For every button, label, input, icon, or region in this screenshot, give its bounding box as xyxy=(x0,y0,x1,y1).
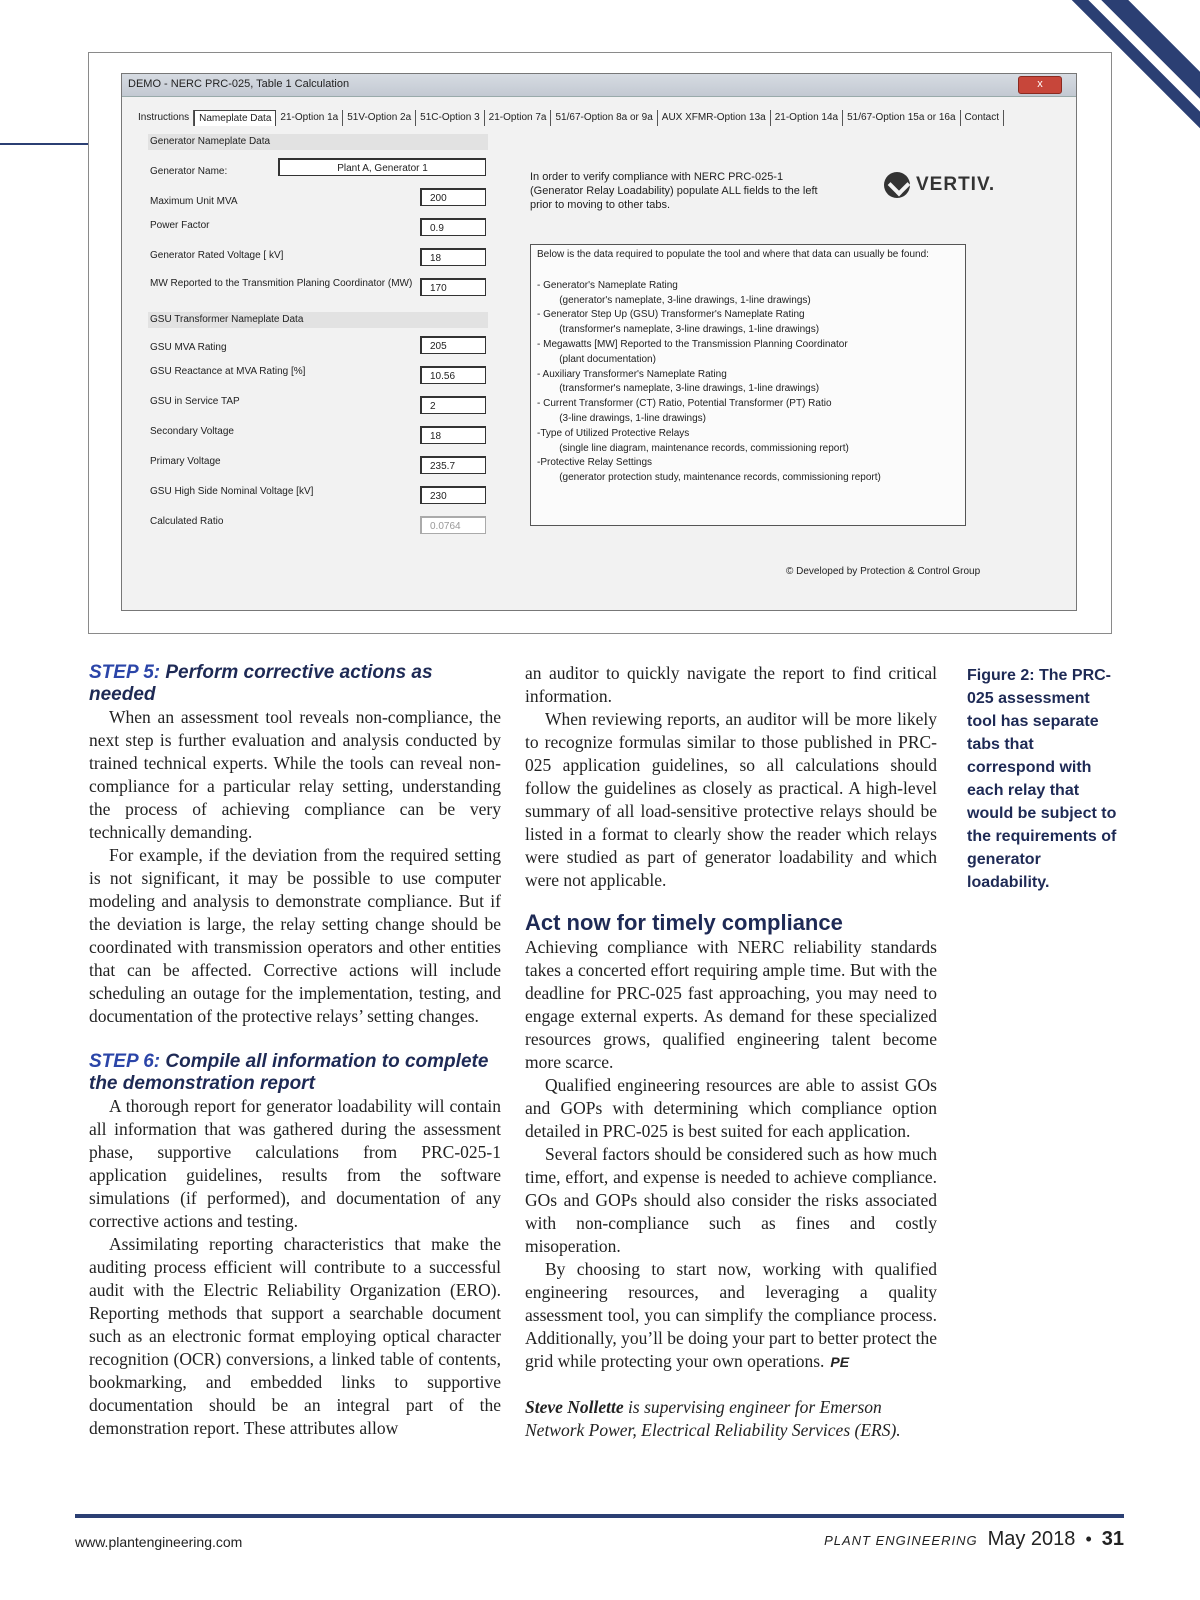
footer-rule xyxy=(75,1514,1124,1518)
paragraph: A thorough report for generator loadability will contain all information that was gathered during the assessment phase, supportive calculations from PRC-025-1 application guidelines, results from the software simulations (if performed), and documentation of any corrective actions and testing. xyxy=(89,1096,501,1231)
figure-screenshot xyxy=(88,52,1112,634)
close-button[interactable]: x xyxy=(1018,76,1062,94)
paragraph: Assimilating reporting characteristics that make the auditing process efficient will contribute to a successful audit with the Electric Reliability Organization (ERO). Reporting methods that support a searchable document such as an electronic format employing optical character recognition (OCR) conversions, a linked table of contents, bookmarking, and embedded links to supportive documentation should be an integral part of the demonstration report. These attributes allow xyxy=(89,1234,501,1438)
infobox-line: (transformer's nameplate, 3-line drawings, 1-line drawings) xyxy=(537,324,820,336)
infobox-line: - Megawatts [MW] Reported to the Transmission Planning Coordinator xyxy=(537,338,848,350)
section-heading: Act now for timely compliance xyxy=(525,910,843,935)
infobox-line: (plant documentation) xyxy=(537,353,656,365)
tool-window xyxy=(121,73,1077,611)
paragraph: For example, if the deviation from the required setting is not significant, it may be possible to use computer modeling and analysis to demonstrate compliance. But if the deviation is large, the relay setting change should be coordinated with transmission operators and other entities that can be affected. Corrective actions will include scheduling an outage for the implementation, testing, and documentation of the protective relays’ setting changes. xyxy=(89,845,501,1026)
paragraph: Achieving compliance with NERC reliability standards takes a concerted effort requiring ample time. But with the deadline for PRC-025 fast approaching, you may need to engage external experts. As demand for these specialized resources grows, qualified engineering talent become more scarce. xyxy=(525,937,937,1072)
infobox-line: - Current Transformer (CT) Ratio, Potential Transformer (PT) Ratio xyxy=(537,398,832,410)
article-column-2 xyxy=(525,662,937,1442)
footer-folio xyxy=(824,1528,1124,1551)
footer-date: May 2018 xyxy=(987,1528,1076,1550)
gsu-tap-field[interactable]: 2 xyxy=(420,396,486,414)
vertiv-logo-text: VERTIV. xyxy=(916,174,996,195)
vertiv-logo-mark-icon xyxy=(884,172,910,198)
field-label-gsu-reactance: GSU Reactance at MVA Rating [%] xyxy=(150,366,306,377)
tab-51v-option-2a[interactable]: 51V-Option 2a xyxy=(343,110,416,126)
max-mva-field[interactable]: 200 xyxy=(420,188,486,206)
compliance-notice: In order to verify compliance with NERC PRC-025-1 (Generator Relay Loadability) populate ALL fields to the left prior to moving to other tabs. xyxy=(530,171,818,211)
rated-voltage-field[interactable]: 18 xyxy=(420,248,486,266)
paragraph: When reviewing reports, an auditor will be more likely to recognize formulas similar to those published in PRC-025 application guidelines, so all calculations should follow the guidelines as closely as practical. A high-level summary of all load-sensitive protective relays should be listed in a format to clearly show the reader which relays were studied as part of generator loadability and which were not applicable. xyxy=(525,709,937,890)
mw-reported-field[interactable]: 170 xyxy=(420,278,486,296)
gsu-reactance-field[interactable]: 10.56 xyxy=(420,366,486,384)
footer-bullet: • xyxy=(1085,1529,1092,1549)
data-requirements-box xyxy=(530,244,966,526)
infobox-line: (3-line drawings, 1-line drawings) xyxy=(537,412,706,424)
figure-caption: Figure 2: The PRC-025 assessment tool has separate tabs that correspond with each relay that would be subject to the requirements of generator loadability. xyxy=(967,667,1117,891)
tab-contact[interactable]: Contact xyxy=(961,110,1004,126)
tab-21-option-7a[interactable]: 21-Option 7a xyxy=(485,110,552,126)
generator-section-header: Generator Nameplate Data xyxy=(148,134,488,150)
field-label-gsu-mva: GSU MVA Rating xyxy=(150,342,227,353)
paragraph: Several factors should be considered such as how much time, effort, and expense is needed to achieve compliance. GOs and GOPs should also consider the risks associated with non-compliance such as fines and costly misoperation. xyxy=(525,1144,937,1256)
page-number: 31 xyxy=(1101,1528,1124,1550)
paragraph xyxy=(525,1258,937,1374)
infobox-line: - Auxiliary Transformer's Nameplate Rating xyxy=(537,368,727,380)
tab-nameplate-data[interactable]: Nameplate Data xyxy=(194,110,276,126)
generator-name-label: Generator Name: xyxy=(150,166,228,177)
step6-heading xyxy=(89,1051,501,1095)
field-label-rated-voltage: Generator Rated Voltage [ kV] xyxy=(150,250,284,261)
tab-bar xyxy=(134,110,1066,126)
step6-title: Compile all information to complete the demonstration report xyxy=(89,1051,489,1094)
power-factor-field[interactable]: 0.9 xyxy=(420,218,486,236)
article-column-1 xyxy=(89,662,501,1440)
field-label-max-mva: Maximum Unit MVA xyxy=(150,196,238,207)
paragraph-text: By choosing to start now, working with qualified engineering resources, and leveraging a quality assessment tool, you can simplify the compliance process. Additionally, you’ll be doing your part to better protect the grid while protecting your own operations. xyxy=(525,1259,937,1371)
step5-title: Perform corrective actions as needed xyxy=(89,662,433,705)
step5-number: STEP 5: xyxy=(89,662,161,683)
author-name: Steve Nollette xyxy=(525,1397,624,1417)
tab-51c-option-3[interactable]: 51C-Option 3 xyxy=(416,110,484,126)
secondary-voltage-field[interactable]: 18 xyxy=(420,426,486,444)
tab-21-option-1a[interactable]: 21-Option 1a xyxy=(276,110,343,126)
author-bio: is supervising engineer for Emerson Network Power, Electrical Reliability Services (ERS). xyxy=(525,1397,901,1440)
footer-magazine: PLANT ENGINEERING xyxy=(824,1533,978,1548)
field-label-power-factor: Power Factor xyxy=(150,220,210,231)
gsu-mva-field[interactable]: 205 xyxy=(420,336,486,354)
infobox-line: (generator's nameplate, 3-line drawings, 1-line drawings) xyxy=(537,294,811,306)
field-label-gsu-tap: GSU in Service TAP xyxy=(150,396,240,407)
author-byline xyxy=(525,1396,937,1442)
footer-url[interactable]: www.plantengineering.com xyxy=(75,1534,243,1550)
window-title: DEMO - NERC PRC-025, Table 1 Calculation xyxy=(128,78,350,90)
infobox-line: (single line diagram, maintenance records, commissioning report) xyxy=(537,442,849,454)
infobox-line: -Type of Utilized Protective Relays xyxy=(537,427,690,439)
calculated-ratio-label: Calculated Ratio xyxy=(150,516,224,527)
field-label-secondary-voltage: Secondary Voltage xyxy=(150,426,234,437)
step5-heading xyxy=(89,662,501,706)
tab-instructions[interactable]: Instructions xyxy=(134,110,194,126)
paragraph: Qualified engineering resources are able to assist GOs and GOPs with determining which compliance option detailed in PRC-025 is best suited for each application. xyxy=(525,1075,937,1141)
field-label-mw-reported: MW Reported to the Transmition Planing Coordinator (MW) xyxy=(150,278,413,289)
tab-51-67-option-15a-16a[interactable]: 51/67-Option 15a or 16a xyxy=(843,110,960,126)
infobox-line: -Protective Relay Settings xyxy=(537,457,653,469)
gsu-high-side-field[interactable]: 230 xyxy=(420,486,486,504)
step6-number: STEP 6: xyxy=(89,1051,161,1072)
primary-voltage-field[interactable]: 235.7 xyxy=(420,456,486,474)
calculated-ratio-field: 0.0764 xyxy=(420,516,486,534)
infobox-line: - Generator's Nameplate Rating xyxy=(537,279,678,291)
infobox-line: - Generator Step Up (GSU) Transformer's Nameplate Rating xyxy=(537,309,805,321)
infobox-line: (transformer's nameplate, 3-line drawings, 1-line drawings) xyxy=(537,383,820,395)
infobox-line: (generator protection study, maintenance records, commissioning report) xyxy=(537,472,881,484)
window-titlebar xyxy=(122,74,1076,97)
paragraph: an auditor to quickly navigate the report to find critical information. xyxy=(525,663,937,706)
tab-51-67-option-8a-9a[interactable]: 51/67-Option 8a or 9a xyxy=(551,110,657,126)
vertiv-logo xyxy=(884,170,995,200)
field-label-gsu-high-side: GSU High Side Nominal Voltage [kV] xyxy=(150,486,314,497)
generator-name-field[interactable]: Plant A, Generator 1 xyxy=(278,158,486,176)
field-label-primary-voltage: Primary Voltage xyxy=(150,456,221,467)
infobox-intro: Below is the data required to populate the tool and where that data can usually be found: xyxy=(537,249,929,260)
tab-21-option-14a[interactable]: 21-Option 14a xyxy=(771,110,843,126)
copyright-notice: © Developed by Protection & Control Group xyxy=(786,566,981,577)
paragraph: When an assessment tool reveals non-compliance, the next step is further evaluation and analysis conducted by trained technical experts. While the tools can reveal non-compliance for a particular relay setting, understanding the process of achieving compliance can be very technically demanding. xyxy=(89,707,501,842)
pe-end-mark: PE xyxy=(830,1354,850,1370)
gsu-section-header: GSU Transformer Nameplate Data xyxy=(148,312,488,328)
tab-aux-xfmr-option-13a[interactable]: AUX XFMR-Option 13a xyxy=(658,110,771,126)
